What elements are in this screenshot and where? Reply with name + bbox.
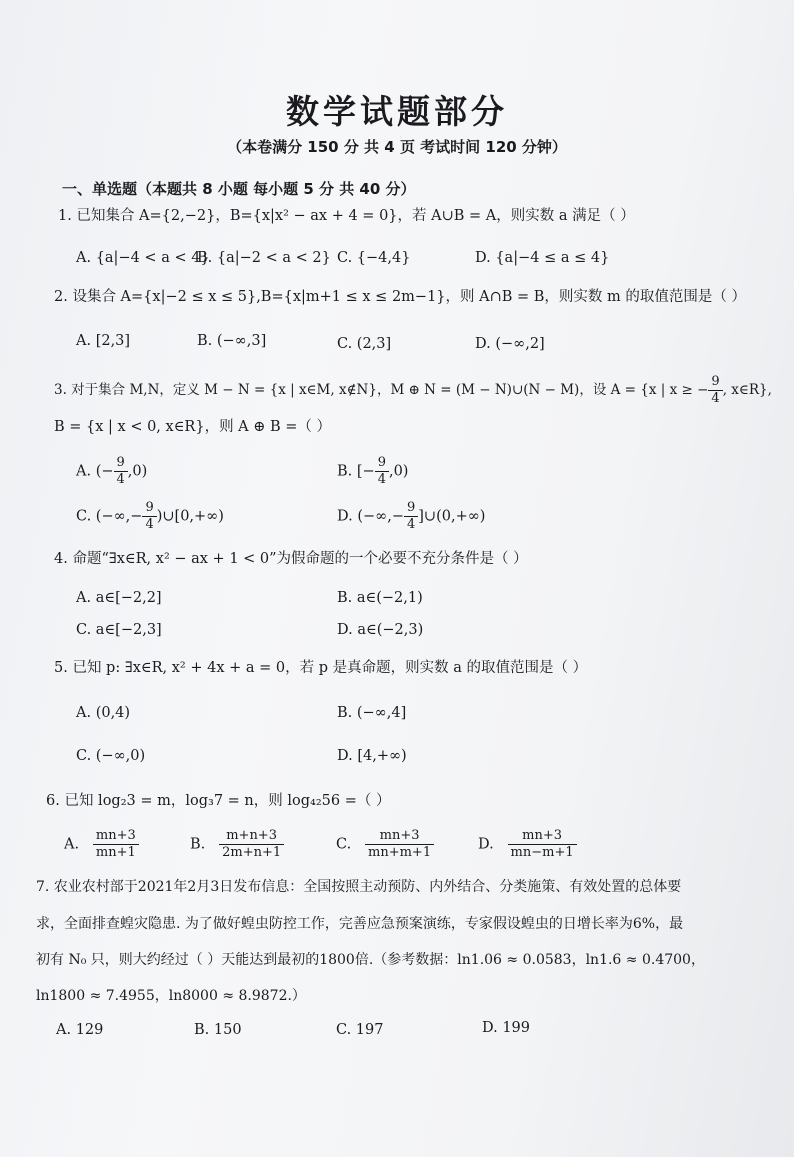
q6-option-a: [64, 828, 139, 861]
q1-option-d: D. {a|−4 ≤ a ≤ 4}: [475, 250, 610, 266]
q3-a-post: ,0): [127, 463, 148, 480]
q1-option-a: A. {a|−4 < a < 4}: [76, 250, 210, 266]
question-7-line4: ln1800 ≈ 7.4955，ln8000 ≈ 8.9872.）: [36, 988, 306, 1004]
question-7-line2: 求，全面排查蝗灾隐患. 为了做好蝗虫防控工作，完善应急预案演练，专家假设蝗虫的日增长率为6%，最: [36, 916, 684, 932]
q3-b-den: 4: [377, 472, 386, 487]
question-3-stem-line1: [54, 374, 772, 407]
q2-option-d: D. (−∞,2]: [475, 336, 545, 352]
q3-option-d: [337, 500, 485, 533]
q3-d-post: ]∪(0,+∞): [418, 508, 486, 525]
q3-b-num: 9: [375, 455, 389, 472]
q6-d-num: mn+3: [508, 828, 577, 845]
q6-a-label: A.: [64, 836, 80, 853]
q3-b-post: ,0): [388, 463, 409, 480]
question-3-stem-line2: B = {x | x < 0, x∈R}，则 A ⊕ B =（ ）: [54, 419, 332, 435]
q4-option-c: C. a∈[−2,3]: [76, 622, 162, 638]
question-7-line1: 7. 农业农村部于2021年2月3日发布信息：全国按照主动预防、内外结合、分类施策、有效处置的总体要: [36, 879, 682, 895]
q5-option-a: A. (0,4): [76, 705, 131, 721]
q3-c-frac: [142, 500, 156, 533]
q6-a-den: mn+1: [95, 845, 136, 860]
q5-option-d: D. [4,+∞): [337, 748, 407, 764]
q6-b-label: B.: [190, 836, 206, 853]
q1-option-c: C. {−4,4}: [337, 250, 411, 266]
q3-frac-den: 4: [711, 391, 720, 406]
q2-option-b: B. (−∞,3]: [197, 333, 267, 349]
q6-b-num: m+n+3: [219, 828, 284, 845]
q6-b-den: 2m+n+1: [222, 845, 282, 860]
q3-d-den: 4: [406, 517, 416, 532]
q3-stem-part2: , x∈R},: [722, 382, 772, 398]
q3-fraction: [708, 374, 722, 407]
q3-a-pre: A. (−: [76, 463, 114, 480]
q3-b-frac: [375, 455, 389, 488]
q6-d-frac: [508, 828, 577, 861]
q6-c-label: C.: [336, 836, 352, 853]
question-5-stem: 5. 已知 p: ∃x∈R, x² + 4x + a = 0，若 p 是真命题，则实数 a 的取值范围是（ ）: [54, 660, 588, 676]
q7-option-d: D. 199: [482, 1020, 531, 1036]
q3-option-b: [337, 455, 408, 488]
q4-option-d: D. a∈(−2,3): [337, 622, 424, 638]
q3-c-post: )∪[0,+∞): [156, 508, 224, 525]
q3-c-den: 4: [145, 517, 154, 532]
q6-b-frac: [219, 828, 284, 861]
q6-c-frac: [365, 828, 434, 861]
q6-a-num: mn+3: [93, 828, 139, 845]
q7-option-b: B. 150: [194, 1022, 242, 1038]
q6-d-label: D.: [478, 836, 494, 853]
q3-frac-num: 9: [708, 374, 722, 391]
q3-a-den: 4: [116, 472, 125, 487]
q3-option-a: [76, 455, 147, 488]
question-4-stem: 4. 命题“∃x∈R, x² − ax + 1 < 0”为假命题的一个必要不充分条件是（ ）: [54, 551, 528, 567]
q1-option-b: B. {a|−2 < a < 2}: [197, 250, 331, 266]
q6-c-num: mn+3: [365, 828, 434, 845]
q5-option-b: B. (−∞,4]: [337, 705, 407, 721]
q3-a-num: 9: [114, 455, 128, 472]
q5-option-c: C. (−∞,0): [76, 748, 146, 764]
question-2-stem: 2. 设集合 A={x|−2 ≤ x ≤ 5},B={x|m+1 ≤ x ≤ 2m−1}，则 A∩B = B，则实数 m 的取值范围是（ ）: [54, 289, 746, 305]
page-title: 数学试题部分: [286, 92, 508, 131]
q3-d-frac: [404, 500, 418, 533]
exam-info: （本卷满分 150 分 共 4 页 考试时间 120 分钟）: [227, 138, 567, 156]
question-7-line3: 初有 N₀ 只，则大约经过（ ）天能达到最初的1800倍.（参考数据：ln1.06 ≈ 0.0583，ln1.6 ≈ 0.4700，: [36, 952, 705, 968]
q2-option-c: C. (2,3]: [337, 336, 392, 352]
q7-option-c: C. 197: [336, 1022, 384, 1038]
q7-option-a: A. 129: [56, 1022, 104, 1038]
q3-option-c: [76, 500, 224, 533]
q6-a-frac: [93, 828, 139, 861]
q6-d-den: mn−m+1: [510, 845, 574, 860]
q6-option-c: [336, 828, 434, 861]
q2-option-a: A. [2,3]: [76, 333, 131, 349]
section-heading: 一、单选题（本题共 8 小题 每小题 5 分 共 40 分）: [62, 180, 416, 198]
q6-option-d: [478, 828, 577, 861]
q6-option-b: [190, 828, 284, 861]
q3-d-num: 9: [404, 500, 418, 517]
question-1-stem: 1. 已知集合 A={2,−2}，B={x|x² − ax + 4 = 0}，若 A∪B = A，则实数 a 满足（ ）: [58, 208, 635, 224]
q3-c-num: 9: [142, 500, 156, 517]
q3-d-pre: D. (−∞,−: [337, 508, 404, 525]
q3-c-pre: C. (−∞,−: [76, 508, 143, 525]
q6-c-den: mn+m+1: [368, 845, 432, 860]
q3-stem-part1: 3. 对于集合 M,N，定义 M − N = {x | x∈M, x∉N}，M ⊕ N = (M − N)∪(N − M)，设 A = {x | x ≥ −: [54, 382, 709, 398]
q4-option-b: B. a∈(−2,1): [337, 590, 423, 606]
question-6-stem: 6. 已知 log₂3 = m，log₃7 = n，则 log₄₂56 =（ ）: [46, 793, 391, 809]
q3-b-pre: B. [−: [337, 463, 375, 480]
q3-a-frac: [114, 455, 128, 488]
q4-option-a: A. a∈[−2,2]: [76, 590, 162, 606]
